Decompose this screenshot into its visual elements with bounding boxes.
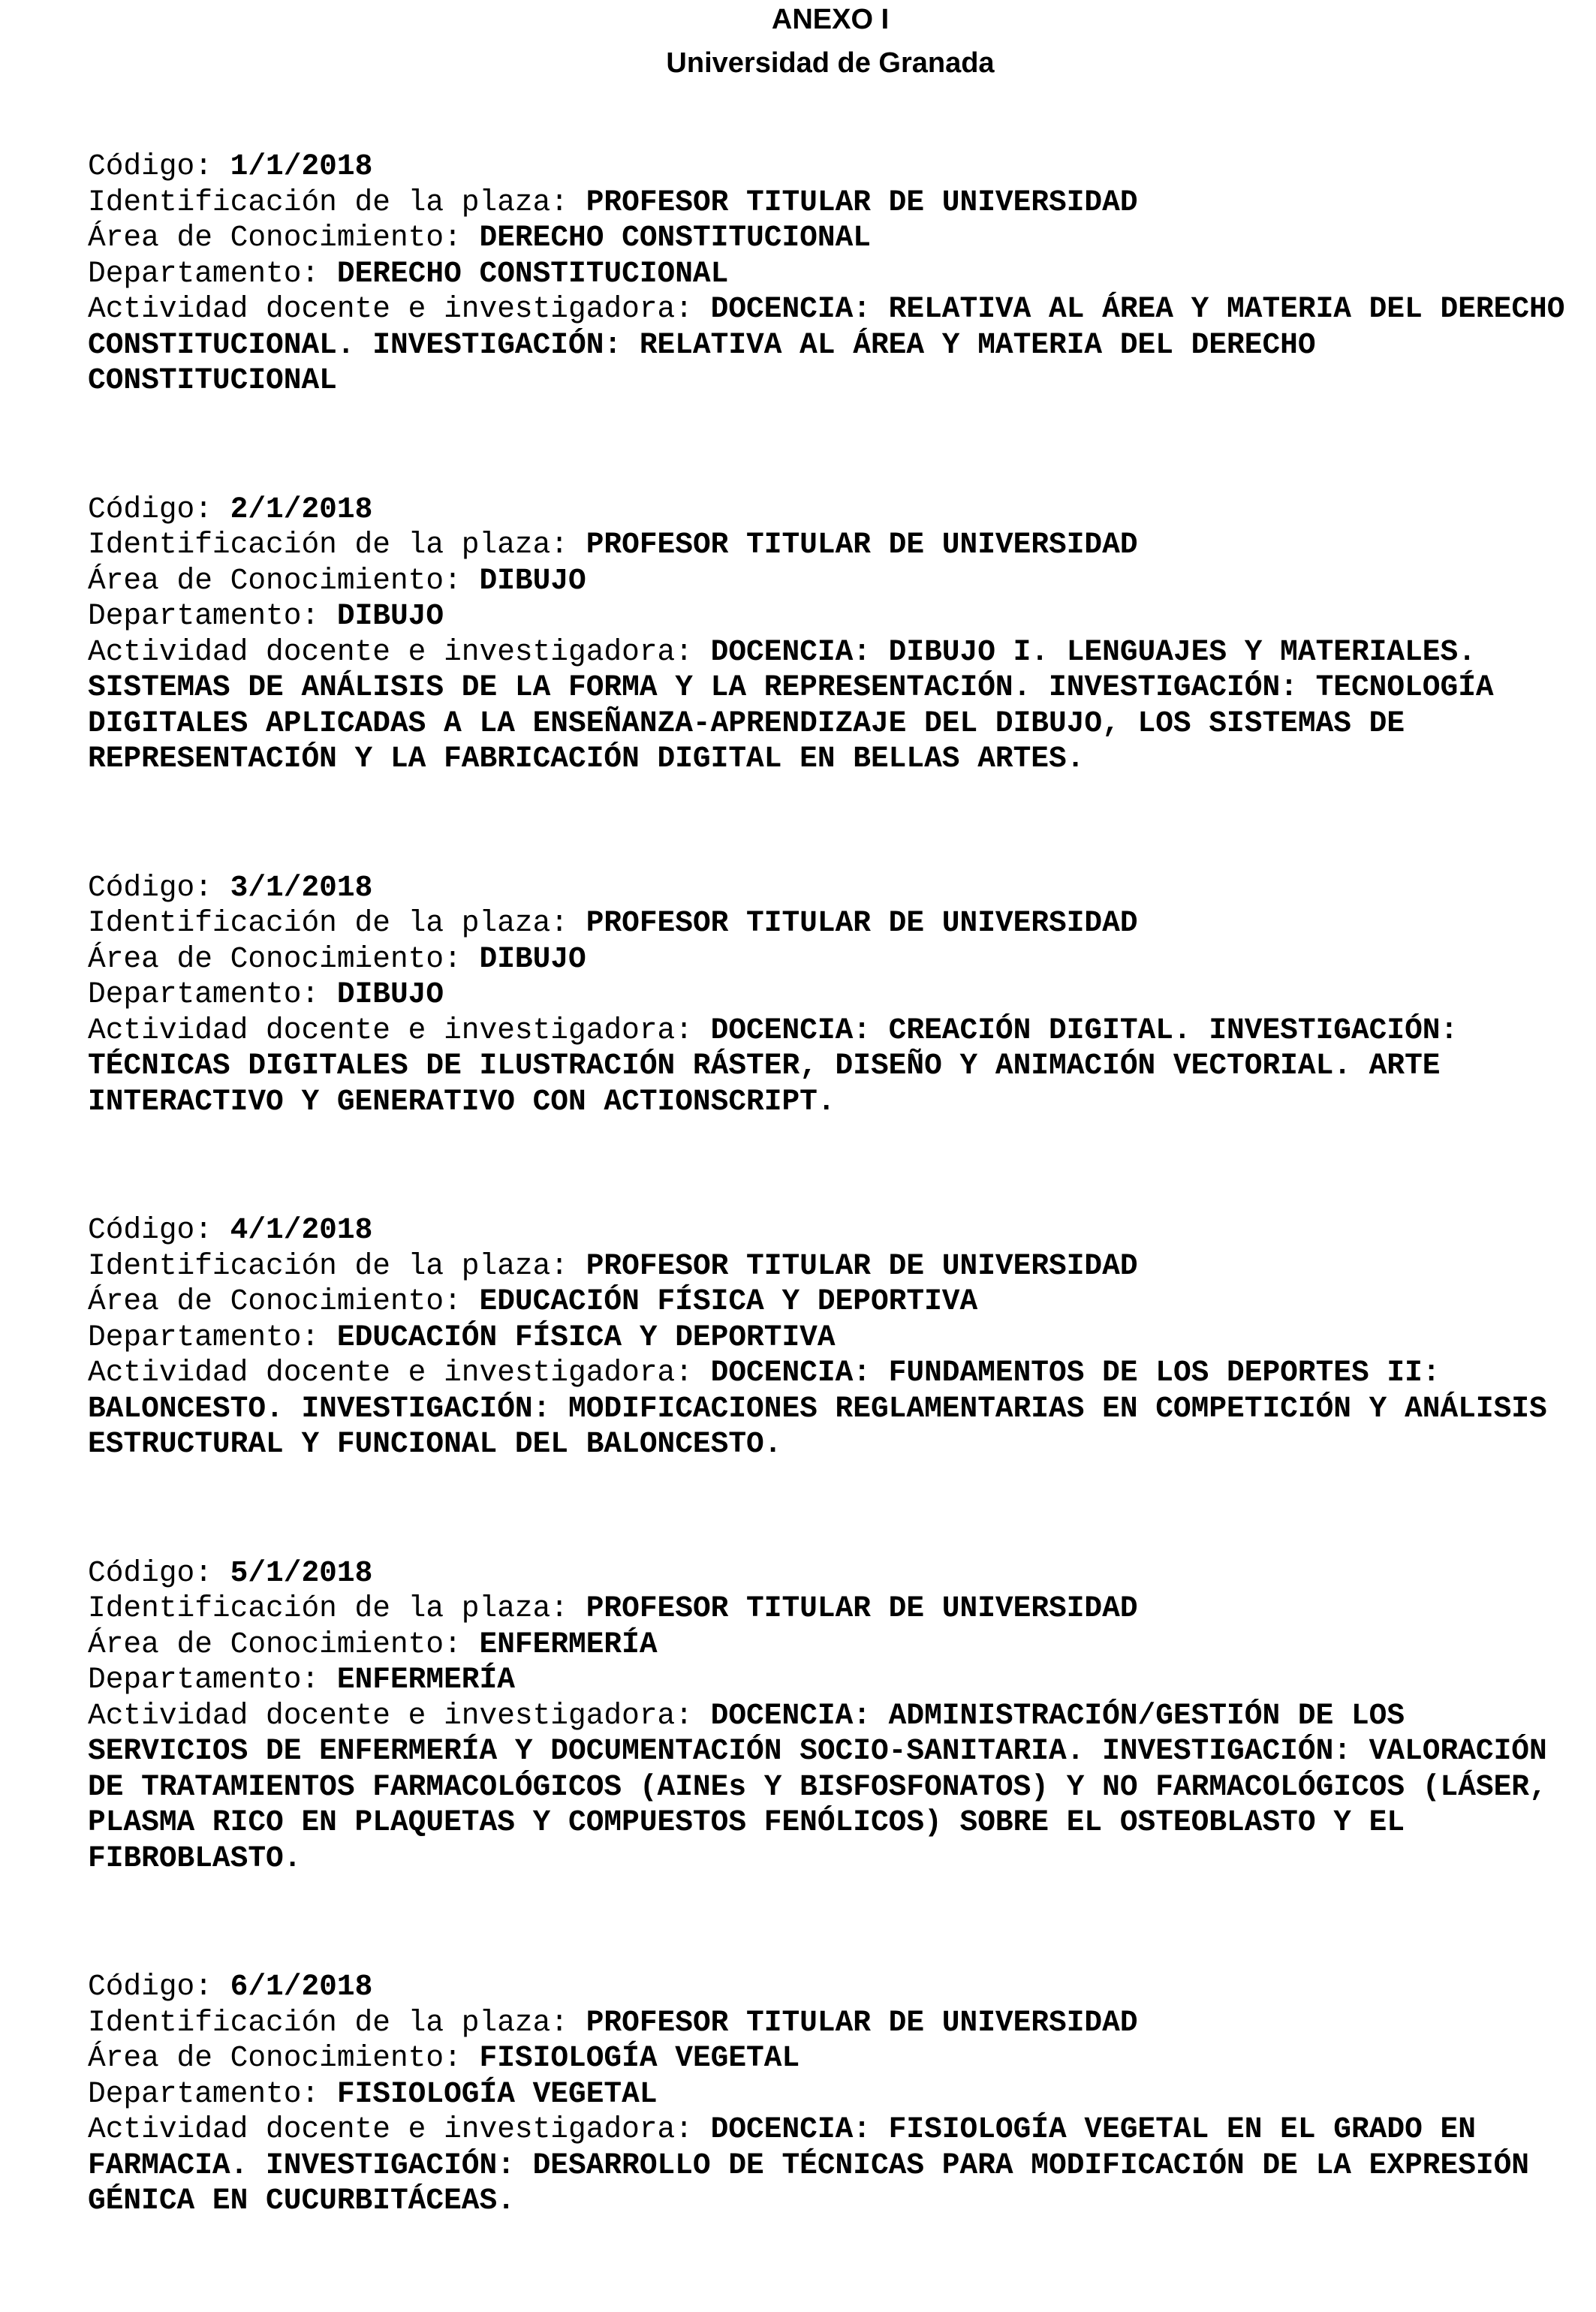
- identificacion-value: PROFESOR TITULAR DE UNIVERSIDAD: [586, 1591, 1138, 1625]
- actividad-line: [88, 1355, 1582, 1462]
- actividad-label: Actividad docente e investigadora:: [88, 2112, 711, 2146]
- area-label: Área de Conocimiento:: [88, 1627, 480, 1661]
- position-entry: [88, 1212, 1582, 1462]
- codigo-line: [88, 1212, 1582, 1248]
- annex-title: ANEXO I: [771, 4, 890, 35]
- departamento-value: EDUCACIÓN FÍSICA Y DEPORTIVA: [336, 1320, 836, 1354]
- area-label: Área de Conocimiento:: [88, 563, 480, 598]
- identificacion-value: PROFESOR TITULAR DE UNIVERSIDAD: [586, 185, 1138, 219]
- departamento-value: FISIOLOGÍA VEGETAL: [336, 2076, 658, 2111]
- actividad-line: [88, 1698, 1582, 1877]
- area-label: Área de Conocimiento:: [88, 221, 480, 254]
- area-value: ENFERMERÍA: [479, 1627, 658, 1661]
- position-entry: [88, 492, 1582, 777]
- identificacion-line: [88, 1591, 1582, 1627]
- actividad-line: [88, 634, 1582, 777]
- area-label: Área de Conocimiento:: [88, 941, 480, 976]
- area-value: DIBUJO: [479, 941, 586, 976]
- area-value: EDUCACIÓN FÍSICA Y DEPORTIVA: [479, 1284, 978, 1318]
- position-list: [88, 149, 1582, 2312]
- codigo-label: Código:: [88, 1213, 230, 1247]
- departamento-line: [88, 977, 1582, 1013]
- identificacion-line: [88, 185, 1582, 221]
- codigo-line: [88, 492, 1582, 528]
- area-line: [88, 1627, 1582, 1663]
- actividad-line: [88, 291, 1582, 399]
- actividad-value: DOCENCIA: CREACIÓN DIGITAL. INVESTIGACIÓN: TÉCNICAS DIGITALES DE ILUSTRACIÓN RÁSTER, DISEÑO Y ANIMACIÓN VECTORIAL. ARTE INTERACTIVO Y GENERATIVO CON ACTIONSCRIPT.: [88, 1013, 1476, 1118]
- actividad-value: DOCENCIA: RELATIVA AL ÁREA Y MATERIA DEL DERECHO CONSTITUCIONAL. INVESTIGACIÓN: RELATIVA AL ÁREA Y MATERIA DEL DERECHO CONSTITUCIONAL: [88, 292, 1583, 397]
- departamento-label: Departamento:: [88, 599, 337, 633]
- codigo-line: [88, 870, 1582, 906]
- codigo-value: 2/1/2018: [230, 492, 373, 526]
- identificacion-label: Identificación de la plaza:: [88, 2005, 586, 2040]
- actividad-value: DOCENCIA: DIBUJO I. LENGUAJES Y MATERIALES. SISTEMAS DE ANÁLISIS DE LA FORMA Y LA REPRESENTACIÓN. INVESTIGACIÓN: TECNOLOGÍA DIGITALES APLICADAS A LA ENSEÑANZA-APRENDIZAJE DEL DIBUJO, LOS SISTEMAS DE REPRESENTACIÓN Y LA FABRICACIÓN DIGITAL EN BELLAS ARTES.: [88, 634, 1512, 775]
- identificacion-line: [88, 905, 1582, 941]
- position-entry: [88, 149, 1582, 399]
- area-label: Área de Conocimiento:: [88, 2041, 480, 2075]
- departamento-line: [88, 2076, 1582, 2112]
- codigo-line: [88, 1969, 1582, 2005]
- departamento-label: Departamento:: [88, 977, 337, 1011]
- codigo-value: 5/1/2018: [230, 1555, 373, 1590]
- actividad-value: DOCENCIA: FISIOLOGÍA VEGETAL EN EL GRADO EN FARMACIA. INVESTIGACIÓN: DESARROLLO DE TÉCNICAS PARA MODIFICACIÓN DE LA EXPRESIÓN GÉNICA EN CUCURBITÁCEAS.: [88, 2112, 1547, 2217]
- identificacion-label: Identificación de la plaza:: [88, 1591, 586, 1625]
- identificacion-line: [88, 527, 1582, 563]
- area-line: [88, 563, 1582, 599]
- codigo-label: Código:: [88, 1555, 230, 1590]
- codigo-label: Código:: [88, 492, 230, 526]
- area-value: FISIOLOGÍA VEGETAL: [479, 2041, 800, 2075]
- codigo-label: Código:: [88, 870, 230, 905]
- position-entry: [88, 1969, 1582, 2219]
- actividad-label: Actividad docente e investigadora:: [88, 1698, 711, 1732]
- codigo-value: 4/1/2018: [230, 1213, 373, 1247]
- area-line: [88, 220, 1582, 256]
- departamento-label: Departamento:: [88, 2076, 337, 2111]
- identificacion-line: [88, 2005, 1582, 2041]
- codigo-value: 1/1/2018: [230, 149, 373, 183]
- position-entry: [88, 1555, 1582, 1877]
- university-name: Universidad de Granada: [666, 47, 995, 79]
- actividad-value: DOCENCIA: ADMINISTRACIÓN/GESTIÓN DE LOS SERVICIOS DE ENFERMERÍA Y DOCUMENTACIÓN SOCIO-SANITARIA. INVESTIGACIÓN: VALORACIÓN DE TRATAMIENTOS FARMACOLÓGICOS (AINEs Y BISFOSFONATOS) Y NO FARMACOLÓGICOS (LÁSER, PLASMA RICO EN PLAQUETAS Y COMPUESTOS FENÓLICOS) SOBRE EL OSTEOBLASTO Y EL FIBROBLASTO.: [88, 1698, 1565, 1875]
- actividad-label: Actividad docente e investigadora:: [88, 634, 711, 669]
- codigo-line: [88, 1555, 1582, 1591]
- identificacion-label: Identificación de la plaza:: [88, 1248, 586, 1283]
- area-value: DERECHO CONSTITUCIONAL: [479, 221, 871, 254]
- departamento-value: DIBUJO: [336, 977, 444, 1011]
- codigo-value: 3/1/2018: [230, 870, 373, 905]
- identificacion-label: Identificación de la plaza:: [88, 906, 586, 940]
- area-line: [88, 2040, 1582, 2076]
- actividad-line: [88, 2112, 1582, 2219]
- identificacion-value: PROFESOR TITULAR DE UNIVERSIDAD: [586, 906, 1138, 940]
- departamento-value: DIBUJO: [336, 599, 444, 633]
- area-line: [88, 1284, 1582, 1320]
- departamento-line: [88, 256, 1582, 292]
- identificacion-value: PROFESOR TITULAR DE UNIVERSIDAD: [586, 528, 1138, 561]
- actividad-label: Actividad docente e investigadora:: [88, 1013, 711, 1047]
- departamento-label: Departamento:: [88, 1320, 337, 1354]
- identificacion-value: PROFESOR TITULAR DE UNIVERSIDAD: [586, 2005, 1138, 2040]
- actividad-line: [88, 1013, 1582, 1120]
- actividad-label: Actividad docente e investigadora:: [88, 292, 711, 326]
- identificacion-label: Identificación de la plaza:: [88, 528, 586, 561]
- departamento-label: Departamento:: [88, 256, 337, 291]
- area-value: DIBUJO: [479, 563, 586, 598]
- departamento-line: [88, 598, 1582, 634]
- area-line: [88, 941, 1582, 977]
- departamento-line: [88, 1320, 1582, 1356]
- departamento-value: ENFERMERÍA: [336, 1663, 515, 1696]
- position-entry: [88, 870, 1582, 1120]
- actividad-value: DOCENCIA: FUNDAMENTOS DE LOS DEPORTES II: BALONCESTO. INVESTIGACIÓN: MODIFICACIONES REGLAMENTARIAS EN COMPETICIÓN Y ANÁLISIS ESTRUCTURAL Y FUNCIONAL DEL BALONCESTO.: [88, 1356, 1565, 1461]
- departamento-line: [88, 1662, 1582, 1698]
- departamento-label: Departamento:: [88, 1663, 337, 1696]
- area-label: Área de Conocimiento:: [88, 1284, 480, 1318]
- identificacion-line: [88, 1248, 1582, 1284]
- codigo-value: 6/1/2018: [230, 1970, 373, 2003]
- codigo-line: [88, 149, 1582, 185]
- departamento-value: DERECHO CONSTITUCIONAL: [336, 256, 729, 291]
- codigo-label: Código:: [88, 1970, 230, 2003]
- identificacion-label: Identificación de la plaza:: [88, 185, 586, 219]
- codigo-label: Código:: [88, 149, 230, 183]
- actividad-label: Actividad docente e investigadora:: [88, 1356, 711, 1389]
- identificacion-value: PROFESOR TITULAR DE UNIVERSIDAD: [586, 1248, 1138, 1283]
